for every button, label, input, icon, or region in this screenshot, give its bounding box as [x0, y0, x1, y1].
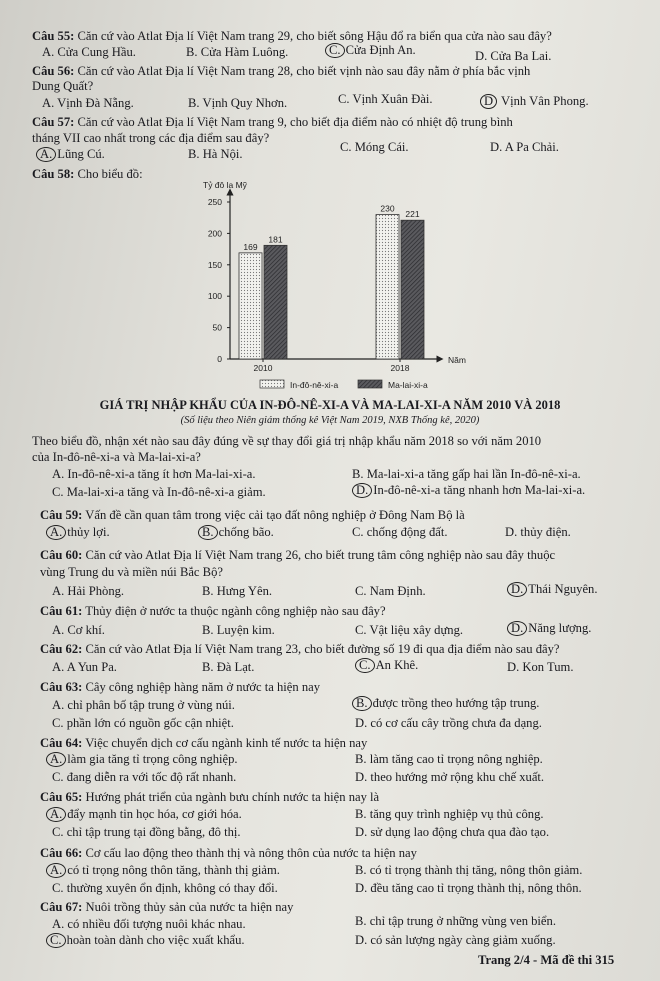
q58-question-2: của In-đô-nê-xi-a và Ma-lai-xi-a?: [32, 450, 201, 464]
q66-option-a: A. có tỉ trọng nông thôn tăng, thành thị giảm.: [46, 863, 280, 878]
q61-option-b: B. Luyện kim.: [202, 623, 275, 637]
q62-option-b: B. Đà Lạt.: [202, 660, 255, 674]
legend-label-indonesia: In-đô-nê-xi-a: [290, 380, 339, 390]
q65-option-a: A. đẩy mạnh tin học hóa, cơ giới hóa.: [46, 807, 242, 822]
q66-option-c: C. thường xuyên ổn định, không có thay đổi.: [52, 881, 278, 895]
q57-option-c: C. Móng Cái.: [340, 140, 409, 154]
q61-option-c: C. Vật liệu xây dựng.: [355, 623, 464, 637]
q59-option-a: A. thủy lợi.: [46, 525, 110, 540]
q64-option-a: A. làm gia tăng tỉ trọng công nghiệp.: [46, 752, 238, 767]
q56-option-a: A. Vịnh Đà Nẵng.: [42, 96, 134, 110]
answer-circle: B.: [352, 696, 372, 711]
q65-option-c: C. chỉ tập trung tại đồng bằng, đô thị.: [52, 825, 241, 839]
x-axis-label: Năm: [448, 355, 466, 365]
bar-malaysia-2018: [401, 220, 424, 359]
q59-option-c: C. chống động đất.: [352, 525, 448, 539]
q56-option-c: C. Vịnh Xuân Đài.: [338, 92, 433, 106]
import-value-bar-chart: [0, 178, 660, 408]
q66-option-d: D. đều tăng cao tỉ trọng thành thị, nông thôn.: [355, 881, 582, 895]
legend-label-malaysia: Ma-lai-xi-a: [388, 380, 428, 390]
q58-question: Theo biểu đồ, nhận xét nào sau đây đúng về sự thay đổi giá trị nhập khẩu năm 2018 so với năm 2010: [32, 434, 542, 448]
y-tick-label: 250: [207, 197, 222, 207]
q60-stem-2: vùng Trung du và miền núi Bắc Bộ?: [40, 565, 223, 579]
q64-stem: Câu 64: Việc chuyển dịch cơ cấu ngành kinh tế nước ta hiện nay: [40, 736, 368, 750]
q55-stem: Câu 55: Căn cứ vào Atlat Địa lí Việt Nam trang 29, cho biết sông Hậu đổ ra biển qua cửa nào sau đây?: [32, 29, 552, 43]
chart-title: GIÁ TRỊ NHẬP KHẨU CỦA IN-ĐÔ-NÊ-XI-A VÀ MA-LAI-XI-A NĂM 2010 VÀ 2018: [99, 398, 561, 412]
q66-option-b: B. có tỉ trọng thành thị tăng, nông thôn giảm.: [355, 863, 583, 877]
chart-source: (Số liệu theo Niên giám thống kê Việt Nam 2019, NXB Thống kê, 2020): [180, 415, 480, 426]
answer-circle: A.: [36, 147, 56, 162]
q62-option-a: A. A Yun Pa.: [52, 660, 117, 674]
q67-option-d: D. có sản lượng ngày càng giảm xuống.: [355, 933, 556, 947]
q63-option-a: A. chỉ phân bố tập trung ở vùng núi.: [52, 698, 235, 712]
q58-stem: Câu 58: Cho biểu đồ:: [32, 167, 143, 181]
q60-option-d: D. Thái Nguyên.: [507, 582, 598, 597]
q58-option-d: D. In-đô-nê-xi-a tăng nhanh hơn Ma-lai-xi-a.: [352, 483, 585, 498]
q57-option-a: A. Lũng Cú.: [36, 147, 105, 162]
q57-option-d: D. A Pa Chải.: [490, 140, 559, 154]
q61-option-d: D. Năng lượng.: [507, 621, 591, 636]
q67-option-c: C. hoàn toàn dành cho việc xuất khẩu.: [46, 933, 245, 948]
data-label: 169: [243, 241, 258, 252]
q57-stem-2: tháng VII cao nhất trong các địa điểm sau đây?: [32, 131, 270, 145]
q57-option-b: B. Hà Nội.: [188, 147, 243, 161]
q59-stem: Câu 59: Vấn đề cần quan tâm trong việc cải tạo đất nông nghiệp ở Đông Nam Bộ là: [40, 508, 465, 522]
y-tick-label: 150: [207, 259, 222, 270]
page-footer: Trang 2/4 - Mã đề thi 315: [478, 953, 615, 967]
q64-option-d: D. theo hướng mở rộng khu chế xuất.: [355, 770, 545, 784]
answer-circle: B.: [198, 525, 218, 540]
legend-swatch-indonesia: [260, 380, 284, 388]
y-tick-label: 100: [207, 291, 222, 302]
answer-circle: D: [480, 94, 497, 109]
q59-option-d: D. thủy điện.: [505, 525, 571, 539]
answer-circle: A.: [46, 807, 66, 822]
x-tick-label: 2010: [253, 363, 273, 373]
q63-option-b: B. được trồng theo hướng tập trung.: [352, 696, 539, 711]
q67-option-b: B. chỉ tập trung ở những vùng ven biển.: [355, 914, 556, 928]
q66-stem: Câu 66: Cơ cấu lao động theo thành thị và nông thôn của nước ta hiện nay: [40, 846, 417, 860]
data-label: 230: [380, 203, 395, 214]
q63-option-c: C. phần lớn có nguồn gốc cận nhiệt.: [52, 716, 234, 730]
q55-option-a: A. Cửa Cung Hầu.: [42, 45, 136, 59]
answer-circle: A.: [46, 863, 66, 878]
q55-option-c: C. Cửa Định An.: [325, 43, 416, 58]
x-tick-label: 2018: [390, 363, 410, 373]
q65-option-d: D. sử dụng lao động chưa qua đào tạo.: [355, 825, 550, 839]
q63-option-d: D. có cơ cấu cây trồng chưa đa dạng.: [355, 716, 542, 730]
data-label: 221: [405, 209, 420, 220]
y-axis-unit-label: Tỷ đô la Mỹ: [203, 180, 247, 190]
q61-option-a: A. Cơ khí.: [52, 623, 105, 637]
q60-option-b: B. Hưng Yên.: [202, 584, 273, 598]
answer-circle: C.: [46, 933, 66, 948]
q60-option-c: C. Nam Định.: [355, 584, 426, 598]
answer-circle: D.: [507, 621, 527, 636]
answer-circle: C.: [325, 43, 345, 58]
q55-option-b: B. Cửa Hàm Luông.: [186, 45, 289, 59]
bar-indonesia-2010: [239, 253, 262, 359]
q65-option-b: B. tăng quy trình nghiệp vụ thủ công.: [355, 807, 544, 821]
q64-option-b: B. làm tăng cao tỉ trọng nông nghiệp.: [355, 752, 543, 766]
bar-indonesia-2018: [376, 215, 399, 359]
answer-circle: D.: [352, 483, 372, 498]
q58-option-c: C. Ma-lai-xi-a tăng và In-đô-nê-xi-a giảm.: [52, 485, 266, 499]
q59-option-b: B. chống bão.: [198, 525, 274, 540]
q61-stem: Câu 61: Thủy điện ở nước ta thuộc ngành công nghiệp nào sau đây?: [40, 604, 386, 618]
q67-option-a: A. có nhiều đối tượng nuôi khác nhau.: [52, 917, 246, 931]
answer-circle: A.: [46, 752, 66, 767]
q56-option-d: D Vịnh Vân Phong.: [480, 94, 589, 109]
answer-circle: A.: [46, 525, 66, 540]
q62-stem: Câu 62: Căn cứ vào Atlat Địa lí Việt Nam trang 23, cho biết đường số 19 đi qua địa điểm nào sau đây?: [40, 642, 560, 656]
answer-circle: D.: [507, 582, 527, 597]
q65-stem: Câu 65: Hướng phát triển của ngành bưu chính nước ta hiện nay là: [40, 790, 380, 804]
q58-option-b: B. Ma-lai-xi-a tăng gấp hai lần In-đô-nê-xi-a.: [352, 467, 581, 481]
q62-option-c: C. An Khê.: [355, 658, 418, 673]
answer-circle: C.: [355, 658, 375, 673]
q63-stem: Câu 63: Cây công nghiệp hàng năm ở nước ta hiện nay: [40, 680, 321, 694]
y-tick-label: 200: [207, 228, 222, 239]
q58-option-a: A. In-đô-nê-xi-a tăng ít hơn Ma-lai-xi-a.: [52, 467, 256, 481]
q57-stem: Câu 57: Căn cứ vào Atlat Địa lí Việt Nam trang 9, cho biết địa điểm nào có nhiệt độ trung bình: [32, 115, 513, 129]
q56-stem: Câu 56: Căn cứ vào Atlat Địa lí Việt Nam trang 28, cho biết vịnh nào sau đây nằm ở phía bắc vịnh: [32, 64, 531, 78]
legend-swatch-malaysia: [358, 380, 382, 388]
q67-stem: Câu 67: Nuôi trồng thủy sản của nước ta hiện nay: [40, 900, 294, 914]
q56-option-b: B. Vịnh Quy Nhơn.: [188, 96, 288, 110]
y-tick-label: 0: [217, 354, 222, 364]
q62-option-d: D. Kon Tum.: [507, 660, 574, 674]
data-label: 181: [268, 234, 283, 245]
q55-option-d: D. Cửa Ba Lai.: [475, 49, 552, 63]
y-tick-label: 50: [212, 322, 222, 333]
q60-option-a: A. Hải Phòng.: [52, 584, 125, 598]
bar-malaysia-2010: [264, 245, 287, 359]
q64-option-c: C. đang diễn ra với tốc độ rất nhanh.: [52, 770, 237, 784]
q60-stem: Câu 60: Căn cứ vào Atlat Địa lí Việt Nam trang 26, cho biết trung tâm công nghiệp nào sau đây thuộc: [40, 548, 556, 562]
q56-stem-2: Dung Quất?: [32, 79, 94, 93]
